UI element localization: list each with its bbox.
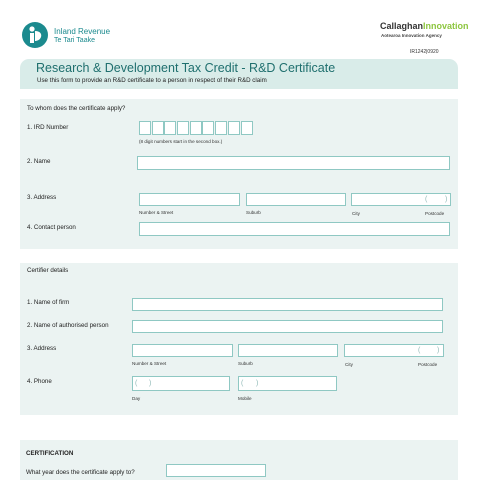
applicant-city-postcode-field[interactable] <box>351 193 451 206</box>
applicant-heading: To whom does the certificate apply? <box>27 105 126 112</box>
day-paren-open: ( <box>135 380 138 387</box>
street-caption: Number & Street <box>139 210 174 215</box>
page-title: Research & Development Tax Credit - R&D Certificate <box>36 61 336 75</box>
partner-name-part2: Innovation <box>423 21 469 31</box>
day-caption: Day <box>132 396 141 401</box>
partner-tagline: Aotearoa Innovation Agency <box>381 33 442 38</box>
ird-digit-box[interactable] <box>202 121 214 135</box>
year-question-label: What year does the certificate apply to? <box>26 469 135 476</box>
ird-digit-box[interactable] <box>190 121 202 135</box>
mobile-paren-open: ( <box>241 380 244 387</box>
postcode-caption: Postcode <box>418 362 438 367</box>
certifier-city-postcode-field[interactable] <box>344 344 444 357</box>
phone-label: 4. Phone <box>27 378 52 385</box>
mobile-caption: Mobile <box>238 396 252 401</box>
certifier-suburb-field[interactable] <box>238 344 338 357</box>
certification-heading: CERTIFICATION <box>26 450 74 457</box>
org-name-maori: Te Tari Taake <box>54 37 95 44</box>
name-label: 2. Name <box>27 158 51 165</box>
firm-name-label: 1. Name of firm <box>27 299 70 306</box>
ird-digit-box[interactable] <box>139 121 151 135</box>
certifier-heading: Certifier details <box>27 267 69 274</box>
day-phone-field[interactable] <box>132 376 230 391</box>
ird-hint: (8 digit numbers start in the second box.) <box>139 139 223 144</box>
mobile-phone-field[interactable] <box>238 376 337 391</box>
title-bar <box>20 59 458 89</box>
authorised-person-label: 2. Name of authorised person <box>27 322 109 329</box>
ird-digit-box[interactable] <box>215 121 227 135</box>
contact-person-label: 4. Contact person <box>27 224 76 231</box>
contact-person-field[interactable] <box>139 222 450 236</box>
certifier-street-field[interactable] <box>132 344 233 357</box>
ird-digit-box[interactable] <box>177 121 189 135</box>
certifier-section <box>20 263 458 415</box>
address-label: 3. Address <box>27 194 57 201</box>
ird-digit-box[interactable] <box>228 121 240 135</box>
postcode-caption: Postcode <box>425 211 445 216</box>
postcode-paren-open: ( <box>425 196 428 203</box>
inland-revenue-logo-icon <box>22 22 48 48</box>
postcode-paren-close: ) <box>445 196 448 203</box>
day-paren-close: ) <box>149 380 152 387</box>
street-caption: Number & Street <box>132 361 167 366</box>
certificate-year-field[interactable] <box>166 464 266 477</box>
certifier-address-label: 3. Address <box>27 345 57 352</box>
city-caption: City <box>345 362 353 367</box>
partner-name-part1: Callaghan <box>380 21 424 31</box>
partner-logo <box>380 21 469 31</box>
suburb-caption: Suburb <box>238 361 253 366</box>
form-code: IR1242|0920 <box>410 49 439 55</box>
page-subtitle: Use this form to provide an R&D certificate to a person in respect of their R&D claim <box>37 77 267 84</box>
authorised-person-field[interactable] <box>132 320 443 333</box>
mobile-paren-close: ) <box>256 380 259 387</box>
ird-digit-box[interactable] <box>241 121 253 135</box>
applicant-name-field[interactable] <box>137 156 450 170</box>
page-header <box>0 0 480 58</box>
applicant-suburb-field[interactable] <box>246 193 346 206</box>
suburb-caption: Suburb <box>246 210 261 215</box>
city-caption: City <box>352 211 360 216</box>
ird-digit-box[interactable] <box>164 121 176 135</box>
org-name: Inland Revenue <box>54 27 111 36</box>
postcode-paren-open: ( <box>418 347 421 354</box>
firm-name-field[interactable] <box>132 298 443 311</box>
ird-number-label: 1. IRD Number <box>27 124 69 131</box>
applicant-street-field[interactable] <box>139 193 240 206</box>
ird-digit-box[interactable] <box>152 121 164 135</box>
postcode-paren-close: ) <box>437 347 440 354</box>
